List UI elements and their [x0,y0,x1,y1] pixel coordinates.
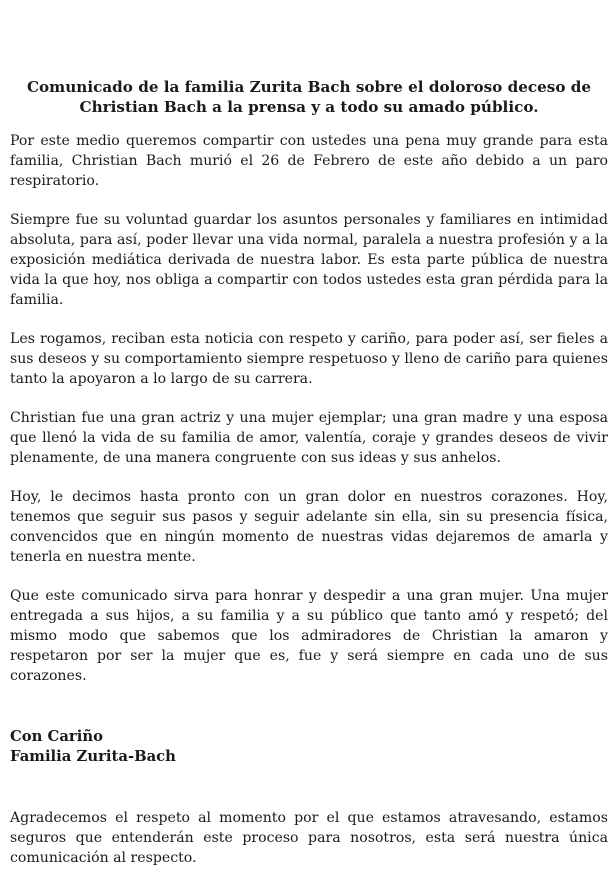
paragraph-farewell: Hoy, le decimos hasta pronto con un gran dolor en nuestros corazones. Hoy, tenemos que seguir sus pasos y seguir adelante sin ella, sin su presencia física, convencidos que en ningún momento de nuestras vidas dejaremos de amarla y tenerla en nuestra mente. [10,489,608,565]
paragraph-announcement: Por este medio queremos compartir con ustedes una pena muy grande para esta familia, Christian Bach murió el 26 de Febrero de este año debido a un paro respiratorio. [10,133,608,189]
title-line-1: Comunicado de la familia Zurita Bach sobre el doloroso deceso de [26,78,592,96]
footer-note: Agradecemos el respeto al momento por el que estamos atravesando, estamos seguros que entenderán este proceso para nosotros, esta será nuestra única comunicación al respecto. [10,810,608,866]
paragraph-privacy: Siempre fue su voluntad guardar los asuntos personales y familiares en intimidad absoluta, para así, poder llevar una vida normal, paralela a nuestra profesión y a la exposición mediática derivada de nuestra labor. Es esta parte pública de nuestra vida la que hoy, nos obliga a compartir con todos ustedes esta gran pérdida para la familia. [10,212,608,308]
signature-block [10,727,608,767]
signature-closing: Con Cariño [10,728,103,745]
statement-document [10,77,608,882]
title-line-2: Christian Bach a la prensa y a todo su amado público. [79,98,539,116]
signature-family: Familia Zurita-Bach [10,748,176,765]
paragraph-tribute: Christian fue una gran actriz y una mujer ejemplar; una gran madre y una esposa que llenó la vida de su familia de amor, valentía, coraje y grandes deseos de vivir plenamente, de una manera congruente con sus ideas y sus anhelos. [10,410,608,466]
document-title [10,77,608,117]
paragraph-request: Les rogamos, reciban esta noticia con respeto y cariño, para poder así, ser fieles a sus deseos y su comportamiento siempre respetuoso y lleno de cariño para quienes tanto la apoyaron a lo largo de su carrera. [10,331,608,387]
paragraph-honor: Que este comunicado sirva para honrar y despedir a una gran mujer. Una mujer entregada a sus hijos, a su familia y a su público que tanto amó y respetó; del mismo modo que sabemos que los admiradores de Christian la amaron y respetaron por ser la mujer que es, fue y será siempre en cada uno de sus corazones. [10,588,608,684]
